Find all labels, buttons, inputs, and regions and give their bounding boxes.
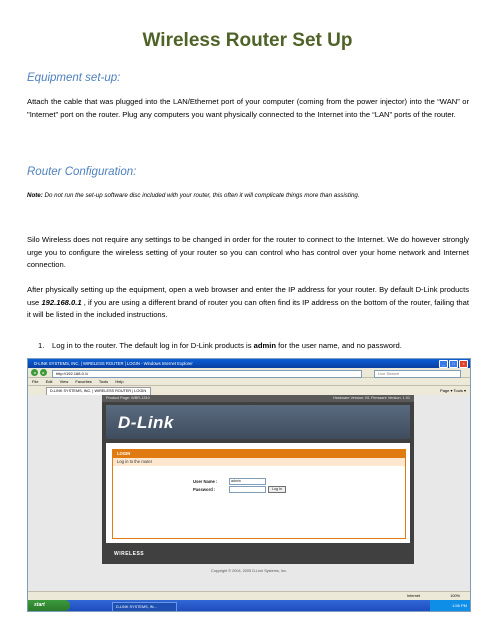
username-input[interactable]: admin	[229, 478, 266, 485]
password-input[interactable]	[229, 486, 266, 493]
start-button[interactable]: start	[28, 600, 70, 611]
router-ip-address: 192.168.0.1	[41, 297, 82, 307]
section-heading-equipment: Equipment set-up:	[27, 72, 121, 84]
menu-edit[interactable]: Edit	[45, 379, 53, 384]
dlink-logo: D-Link	[118, 413, 174, 432]
document-title: Wireless Router Set Up	[142, 30, 353, 51]
note-label: Note:	[27, 192, 43, 199]
menu-favorites[interactable]: Favorites	[75, 379, 92, 384]
browser-status-bar	[28, 591, 470, 600]
password-label: Password :	[193, 486, 216, 492]
config-paragraph-2	[27, 284, 469, 322]
section-heading-router-config: Router Configuration:	[27, 166, 137, 178]
page-tools-menu[interactable]: Page ▾ Tools ▾	[440, 388, 466, 393]
wireless-brand: WIRELESS	[114, 551, 145, 557]
router-info-bar	[102, 395, 414, 402]
browser-viewport	[28, 395, 470, 591]
window-controls	[439, 360, 468, 368]
menu-help[interactable]: Help	[115, 379, 124, 384]
login-box	[112, 449, 406, 539]
note-text: Do not run the set-up software disc included with your router, this often it will complicate things more than assisting.	[42, 192, 360, 199]
browser-window-title: D-LINK SYSTEMS, INC. | WIRELESS ROUTER | LOGIN - Windows Internet Explorer	[34, 361, 193, 366]
step-number: 1.	[38, 341, 45, 350]
username-row	[193, 478, 266, 485]
address-input[interactable]: http://192.168.0.1/	[52, 370, 362, 378]
config-paragraph-2-start: After physically setting up the equipment, open a web browser and enter the IP address for your router. By default D-Link products use	[27, 285, 469, 307]
login-header: LOGIN	[113, 450, 405, 458]
menu-file[interactable]: File	[32, 379, 39, 384]
router-banner	[106, 405, 410, 439]
login-panel	[106, 443, 410, 543]
copyright-text: Copyright © 2004, 2005 D-Link Systems, Inc.	[210, 569, 288, 573]
config-paragraph-1: Silo Wireless does not require any settings to be changed in order for the router to connect to the Internet. We do however strongly urge you to configure the wireless setting of your router so you can control who has control over your home network and Internet connection.	[27, 235, 469, 269]
browser-title-bar	[28, 359, 470, 368]
product-page-label: Product Page: WBR-1310	[106, 396, 150, 400]
password-row	[193, 486, 286, 493]
maximize-icon[interactable]: □	[449, 360, 458, 368]
note-paragraph	[27, 190, 469, 203]
zoom-level[interactable]: 100%	[450, 594, 460, 598]
browser-address-bar	[28, 368, 470, 378]
version-label: Hardware Version: B1 Firmware Version: 1.01	[332, 396, 410, 400]
step-text-start: Log in to the router. The default log in for D-Link products is	[52, 341, 254, 350]
equipment-paragraph: Attach the cable that was plugged into the LAN/Ethernet port of your computer (coming from the power injector) into the “WAN” or "Internet" port on the router. Plug any computers you want physically connected to the Internet into the “LAN” ports of the router.	[27, 97, 469, 119]
search-input[interactable]: Live Search	[374, 370, 461, 378]
login-button[interactable]: Log In	[268, 486, 286, 493]
config-paragraph-2-end: , if you are using a different brand of router you can often find its IP address on the bottom of the router, failing that it will be listed in the included instructions.	[27, 297, 469, 319]
menu-view[interactable]: View	[59, 379, 69, 384]
router-login-screenshot	[27, 358, 471, 612]
close-icon[interactable]: ×	[459, 360, 468, 368]
minimize-icon[interactable]: _	[439, 360, 448, 368]
step-1	[38, 341, 478, 350]
step-text-end: for the user name, and no password.	[276, 341, 402, 350]
menu-tools[interactable]: Tools	[98, 379, 109, 384]
back-icon[interactable]: ◂	[31, 369, 38, 376]
router-footer	[106, 547, 410, 561]
browser-tab[interactable]: D-LINK SYSTEMS, INC. | WIRELESS ROUTER | LOGIN	[46, 387, 151, 396]
login-subtitle: Log in to the router	[113, 458, 405, 466]
browser-menu-bar	[28, 378, 470, 386]
forward-icon[interactable]: ▸	[40, 369, 47, 376]
taskbar-browser-task[interactable]: D-LINK SYSTEMS, IN...	[112, 602, 177, 612]
username-label: User Name :	[193, 478, 218, 484]
taskbar-clock: 1:56 PM	[430, 600, 470, 611]
default-username: admin	[253, 341, 277, 350]
windows-taskbar	[28, 600, 470, 611]
internet-zone: Internet	[407, 594, 420, 598]
